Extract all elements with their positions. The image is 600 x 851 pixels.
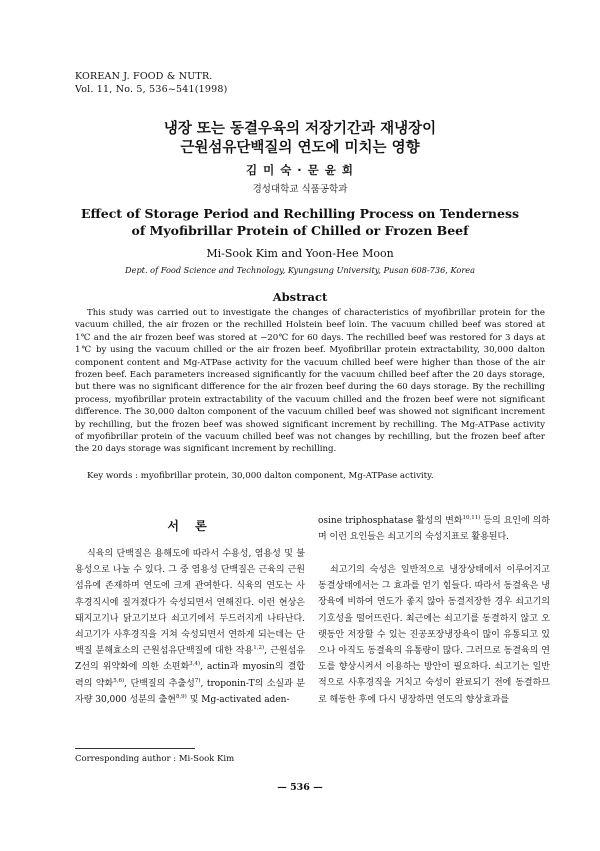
corresponding-author-footnote: Corresponding author : Mi-Sook Kim — [75, 754, 235, 764]
korean-affiliation: 경성대학교 식품공학과 — [252, 184, 348, 195]
intro-text: osine triphosphatase 활성의 변화 — [318, 516, 463, 526]
abstract-heading: Abstract — [272, 290, 328, 304]
korean-authors: 김 미 숙 · 문 윤 희 — [245, 163, 355, 177]
citation: 5,6) — [113, 677, 125, 684]
citation: 3,4) — [189, 661, 201, 668]
journal-volume: Vol. 11, No. 5, 536~541(1998) — [75, 84, 228, 95]
intro-text: , actin과 myosin의 결합력의 약화 — [75, 662, 305, 689]
citation: 7) — [194, 677, 201, 684]
intro-text: , 근원섬유 Z선의 위약화에 의한 소편화 — [75, 646, 305, 673]
citation: 8,9) — [175, 693, 187, 700]
intro-left-column — [75, 546, 305, 708]
section-heading-introduction: 서 론 — [167, 519, 213, 533]
intro-text: , 단백질의 추출성 — [124, 678, 195, 689]
intro-text: , troponin-T의 소실과 분자량 30,000 성분의 출현 — [75, 678, 305, 705]
english-affiliation: Dept. of Food Science and Technology, Kyungsung University, Pusan 608-736, Korea — [125, 265, 475, 275]
page-number: — 536 — — [277, 782, 323, 793]
footnote-divider — [75, 748, 195, 749]
keywords: Key words : myofibrillar protein, 30,000 dalton component, Mg-ATPase activity. — [87, 471, 434, 481]
english-title-line-2: of Myofibrillar Protein of Chilled or Frozen Beef — [131, 223, 469, 238]
journal-info — [75, 70, 228, 96]
journal-name: KOREAN J. FOOD & NUTR. — [75, 71, 213, 82]
abstract-text: This study was carried out to investigate the changes of characteristics of myofibrillar protein for the vacuum chilled, the air frozen or the rechilled Holstein beef loin. The vacuum chilled beef was stored at 1℃ and the air frozen beef was stored at −20℃ for 60 days. The rechilled beef was restored for 3 days at 1℃ by using the vacuum chilled or the air frozen beef. Myofibrillar protein extractability, 30,000 dalton component content and Mg-ATPase activity for the vacuum chilled beef were higher than those of the air frozen beef. Each parameters increased significantly for the vacuum chilled beef after the 20 days storage, but there was no significant difference for the air frozen beef during the 60 days storage. By the rechilling process, myofibrillar protein extractability of the vacuum chilled and the frozen beef were not significant difference. The 30,000 dalton component of the vacuum chilled beef was showed not significant increment by rechilling, but the frozen beef was showed significant increment by rechilling. The Mg-ATPase activity of myofibrillar protein of the vacuum chilled beef was not changes by rechilling, but the frozen beef after the 20 days storage was significant increment by rechilling. — [75, 308, 545, 455]
citation: 10,11) — [462, 515, 481, 521]
intro-right-paragraph: 쇠고기의 숙성은 일반적으로 냉장상태에서 이루어지고 동결상태에서는 그 효과를 얻기 힘들다. 따라서 동결육은 냉장육에 비하여 연도가 좋지 않아 동결저장한 경우 쇠고기의 기호성을 떨어뜨린다. 최근에는 쇠고기를 동결하지 않고 오랫동안 저장할 수 있는 진공포장냉장육이 많이 유통되고 있으나 아직도 동결육의 유통량이 많다. 그러므로 동결육의 연도를 향상시켜서 이용하는 방안이 필요하다. 쇠고기는 일반적으로 사후경직을 거치고 숙성이 완료되기 전에 동결하므로 해동한 후에 다시 냉장하면 연도의 향상효과를 — [318, 565, 550, 705]
intro-text: 등의 요인에 의하며 이런 요인들은 쇠고기의 숙성지표로 활용된다. — [318, 516, 550, 543]
intro-text: 식육의 단백질은 용해도에 따라서 수용성, 염용성 및 불용성으로 나눌 수 있다. 그 중 염용성 단백질은 근육의 근원섬유에 존재하며 연도에 크게 관여한다. 식육의 연도는 사후경직시에 질겨졌다가 숙성되면서 연해진다. 이런 현상은 돼지고기나 닭고기보다 쇠고기에서 두드러지게 나타난다. 쇠고기가 사후경직을 거쳐 숙성되면서 연하게 되는데는 단백질 분해효소의 근원섬유단백질에 대한 작용 — [75, 549, 305, 657]
korean-title-line-2: 근원섬유단백질의 연도에 미치는 영향 — [180, 140, 420, 156]
citation: 1,2) — [253, 645, 265, 652]
intro-text: 및 Mg-activated aden- — [186, 694, 290, 705]
intro-right-continuation — [318, 513, 550, 545]
english-title-line-1: Effect of Storage Period and Rechilling Process on Tenderness — [80, 206, 520, 221]
english-authors: Mi-Sook Kim and Yoon-Hee Moon — [206, 247, 394, 260]
korean-title-line-1: 냉장 또는 동결우육의 저장기간과 재냉장이 — [163, 121, 437, 137]
